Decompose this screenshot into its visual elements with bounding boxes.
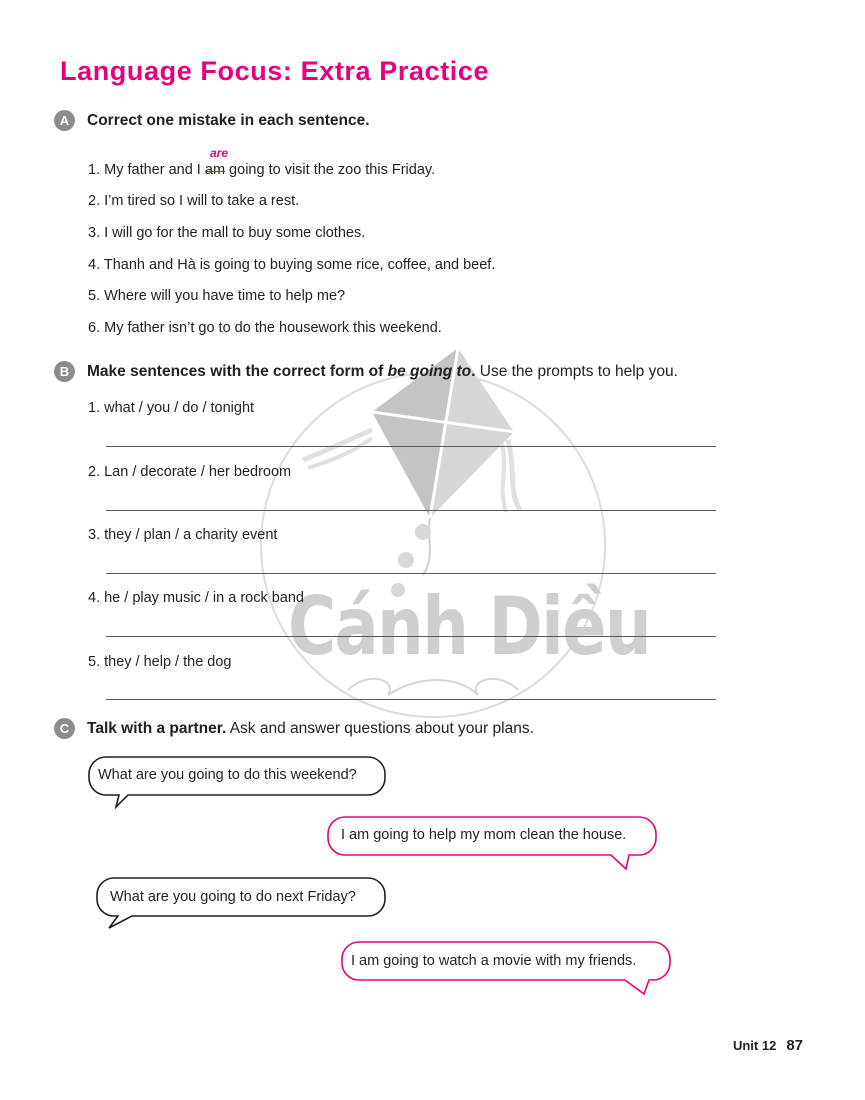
sentence-item: 2. I’m tired so I will to take a rest. [88, 193, 300, 209]
watermark-text: Cánh Diều [288, 580, 651, 673]
sentence-item: 4. Thanh and Hà is going to buying some rice, coffee, and beef. [88, 257, 496, 273]
answer-line[interactable] [106, 510, 716, 511]
struck-word: am [204, 162, 226, 178]
prompt-item: 5. they / help / the dog [88, 654, 232, 670]
watermark [258, 340, 651, 760]
prompt-item: 1. what / you / do / tonight [88, 400, 255, 416]
bubble-text: I am going to watch a movie with my friends. [351, 953, 637, 969]
section-c-instruction: Talk with a partner. Ask and answer questions about your plans. [87, 720, 534, 737]
page-number: 87 [786, 1037, 803, 1054]
answer-line[interactable] [106, 446, 716, 447]
page-footer [733, 1037, 803, 1055]
unit-label: Unit 12 [732, 1038, 777, 1053]
sentence-item: 3. I will go for the mall to buy some clothes. [88, 225, 366, 241]
prompt-item: 4. he / play music / in a rock band [88, 590, 304, 606]
bubble-text: I am going to help my mom clean the house. [341, 827, 627, 843]
sentence-item: 6. My father isn’t go to do the housework this weekend. [88, 320, 442, 336]
section-b-badge: B [54, 361, 75, 382]
prompt-item: 2. Lan / decorate / her bedroom [88, 464, 292, 480]
correction-mark: are [210, 146, 229, 160]
bubble-text: What are you going to do this weekend? [98, 767, 357, 783]
bubble-text: What are you going to do next Friday? [110, 889, 356, 905]
speech-bubble-question [88, 756, 386, 812]
section-b-instruction: Make sentences with the correct form of be going to. Use the prompts to help you. [87, 363, 678, 380]
speech-bubble-answer [341, 941, 671, 997]
sentence-example: 1. My father and I am going to visit the zoo this Friday. [88, 162, 436, 178]
section-c-badge: C [54, 718, 75, 739]
answer-line[interactable] [106, 573, 716, 574]
kite-logo-icon [258, 340, 608, 760]
section-a-badge: A [54, 110, 75, 131]
section-a-instruction: Correct one mistake in each sentence. [87, 112, 370, 129]
page-title: Language Focus: Extra Practice [60, 56, 490, 86]
sentence-item: 5. Where will you have time to help me? [88, 288, 346, 304]
answer-line[interactable] [106, 699, 716, 700]
speech-bubble-question [96, 877, 386, 933]
speech-bubble-answer [327, 816, 657, 872]
answer-line[interactable] [106, 636, 716, 637]
prompt-item: 3. they / plan / a charity event [88, 527, 278, 543]
